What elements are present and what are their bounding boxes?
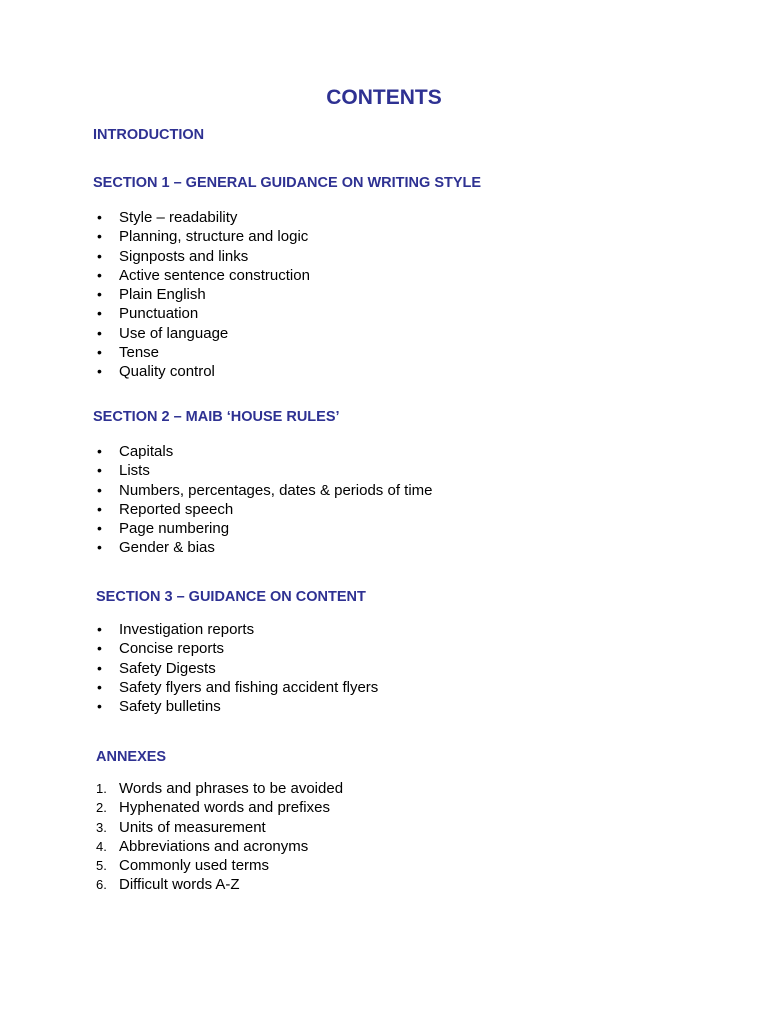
list-item-text: Plain English	[119, 286, 206, 304]
list-item-text: Style – readability	[119, 209, 238, 226]
list-item-text: Quality control	[119, 363, 215, 381]
list-item	[96, 304, 310, 323]
list-item	[96, 837, 343, 856]
list-number: 1.	[96, 781, 107, 796]
bullet-icon: •	[97, 621, 102, 637]
bullet-icon: •	[97, 443, 102, 459]
bullet-icon: •	[97, 500, 102, 517]
list-item	[96, 343, 310, 362]
section-3-list	[96, 620, 378, 716]
list-item	[96, 875, 343, 894]
bullet-icon: •	[97, 363, 102, 380]
list-item	[96, 461, 433, 480]
list-item-text: Safety flyers and fishing accident flyers	[119, 678, 379, 696]
list-item	[96, 500, 433, 519]
list-item	[96, 266, 310, 285]
bullet-icon: •	[97, 286, 102, 303]
bullet-icon: •	[97, 640, 102, 657]
list-item-text: Abbreviations and acronyms	[119, 837, 309, 855]
bullet-icon: •	[97, 228, 102, 245]
list-item-text: Investigation reports	[119, 621, 255, 638]
bullet-icon: •	[97, 678, 102, 695]
list-item	[96, 519, 433, 538]
list-item	[96, 639, 378, 658]
page-title: CONTENTS	[326, 86, 442, 109]
introduction-heading: INTRODUCTION	[93, 127, 205, 143]
bullet-icon: •	[97, 539, 102, 556]
bullet-icon: •	[97, 209, 102, 225]
list-item	[96, 208, 310, 227]
list-item-text: Capitals	[119, 443, 174, 460]
list-item	[96, 227, 310, 246]
list-item	[96, 442, 433, 461]
list-item	[96, 697, 378, 716]
section-1-heading: SECTION 1 – GENERAL GUIDANCE ON WRITING STYLE	[93, 175, 482, 191]
section-2-list	[96, 442, 433, 558]
list-item-text: Gender & bias	[119, 539, 215, 557]
list-number: 5.	[96, 858, 107, 874]
list-number: 2.	[96, 800, 107, 816]
list-item-text: Tense	[119, 344, 160, 362]
bullet-icon: •	[97, 462, 102, 479]
list-item	[96, 362, 310, 381]
list-item	[96, 659, 378, 678]
list-item-text: Hyphenated words and prefixes	[119, 799, 330, 817]
bullet-icon: •	[97, 481, 102, 498]
bullet-icon: •	[97, 266, 102, 283]
bullet-icon: •	[97, 520, 102, 537]
list-item-text: Signposts and links	[119, 247, 249, 265]
list-item-text: Planning, structure and logic	[119, 228, 309, 246]
list-item	[96, 856, 343, 875]
list-item-text: Units of measurement	[119, 818, 266, 836]
list-item-text: Safety Digests	[119, 659, 216, 677]
bullet-icon: •	[97, 344, 102, 361]
list-number: 4.	[96, 838, 107, 854]
list-item-text: Punctuation	[119, 305, 199, 323]
section-1-list	[96, 208, 310, 382]
bullet-icon: •	[97, 247, 102, 264]
list-item	[96, 798, 343, 817]
list-number: 3.	[96, 819, 107, 835]
list-item-text: Commonly used terms	[119, 857, 270, 875]
list-item	[96, 779, 343, 798]
annexes-list	[96, 779, 343, 895]
list-item-text: Concise reports	[119, 640, 225, 658]
list-item	[96, 324, 310, 343]
list-item-text: Use of language	[119, 324, 229, 342]
bullet-icon: •	[97, 324, 102, 341]
list-item	[96, 620, 378, 639]
list-item	[96, 481, 433, 500]
list-item-text: Safety bulletins	[119, 698, 221, 716]
bullet-icon: •	[97, 659, 102, 676]
list-item-text: Active sentence construction	[119, 266, 310, 284]
list-item-text: Difficult words A-Z	[119, 876, 240, 894]
list-item-text: Lists	[119, 462, 150, 480]
section-3-heading: SECTION 3 – GUIDANCE ON CONTENT	[96, 589, 366, 605]
list-item-text: Page numbering	[119, 520, 230, 538]
section-2-heading: SECTION 2 – MAIB ‘HOUSE RULES’	[93, 409, 340, 425]
list-item	[96, 538, 433, 557]
list-item	[96, 678, 378, 697]
bullet-icon: •	[97, 698, 102, 715]
bullet-icon: •	[97, 305, 102, 322]
list-item	[96, 247, 310, 266]
list-number: 6.	[96, 877, 107, 893]
list-item-text: Reported speech	[119, 500, 234, 518]
list-item-text: Words and phrases to be avoided	[119, 780, 344, 797]
list-item	[96, 285, 310, 304]
list-item-text: Numbers, percentages, dates & periods of time	[119, 481, 433, 499]
list-item	[96, 818, 343, 837]
annexes-heading: ANNEXES	[96, 749, 167, 765]
